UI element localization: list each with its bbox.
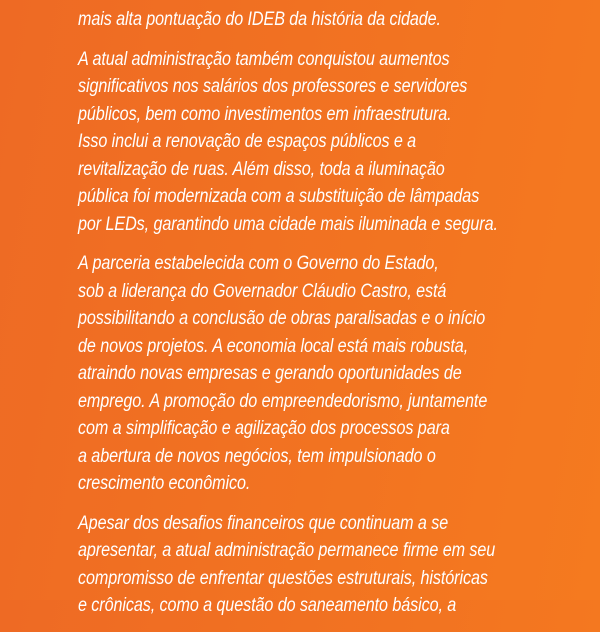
text-line: compromisso de enfrentar questões estruturais, históricas	[78, 567, 488, 589]
text-line: por LEDs, garantindo uma cidade mais iluminada e segura.	[78, 213, 498, 235]
text-line: com a simplificação e agilização dos processos para	[78, 418, 450, 439]
text-line: atraindo novas empresas e gerando oportunidades de	[78, 363, 462, 384]
text-line: apresentar, a atual administração permanece firme em seu	[78, 540, 496, 561]
paragraph-4	[78, 510, 593, 620]
text-line: possibilitando a conclusão de obras paralisadas e o início	[78, 308, 486, 329]
text-line: e crônicas, como a questão do saneamento básico, a	[78, 595, 457, 616]
article-text	[78, 6, 593, 632]
text-line: Apesar dos desafios financeiros que continuam a se	[78, 512, 449, 534]
text-line: A atual administração também conquistou aumentos	[78, 48, 450, 70]
text-line: Isso inclui a renovação de espaços públicos e a	[78, 131, 417, 152]
text-line: a abertura de novos negócios, tem impulsionado o	[78, 445, 436, 467]
text-line: A parceria estabelecida com o Governo do Estado,	[78, 253, 439, 274]
paragraph-1	[78, 6, 593, 34]
text-line: significativos nos salários dos professores e servidores	[78, 76, 468, 97]
text-line: emprego. A promoção do empreendedorismo, juntamente	[78, 390, 488, 412]
text-line: mais alta pontuação do IDEB da história da cidade.	[78, 9, 441, 30]
paragraph-3	[78, 250, 593, 498]
text-line: sob a liderança do Governador Cláudio Castro, está	[78, 280, 447, 302]
text-line: pública foi modernizada com a substituição de lâmpadas	[78, 186, 480, 207]
paragraph-2	[78, 46, 593, 239]
text-line: revitalização de ruas. Além disso, toda a iluminação	[78, 158, 445, 180]
text-line: públicos, bem como investimentos em infraestrutura.	[78, 103, 452, 125]
text-line: de novos projetos. A economia local está mais robusta,	[78, 335, 469, 357]
text-line: crescimento econômico.	[78, 473, 251, 494]
